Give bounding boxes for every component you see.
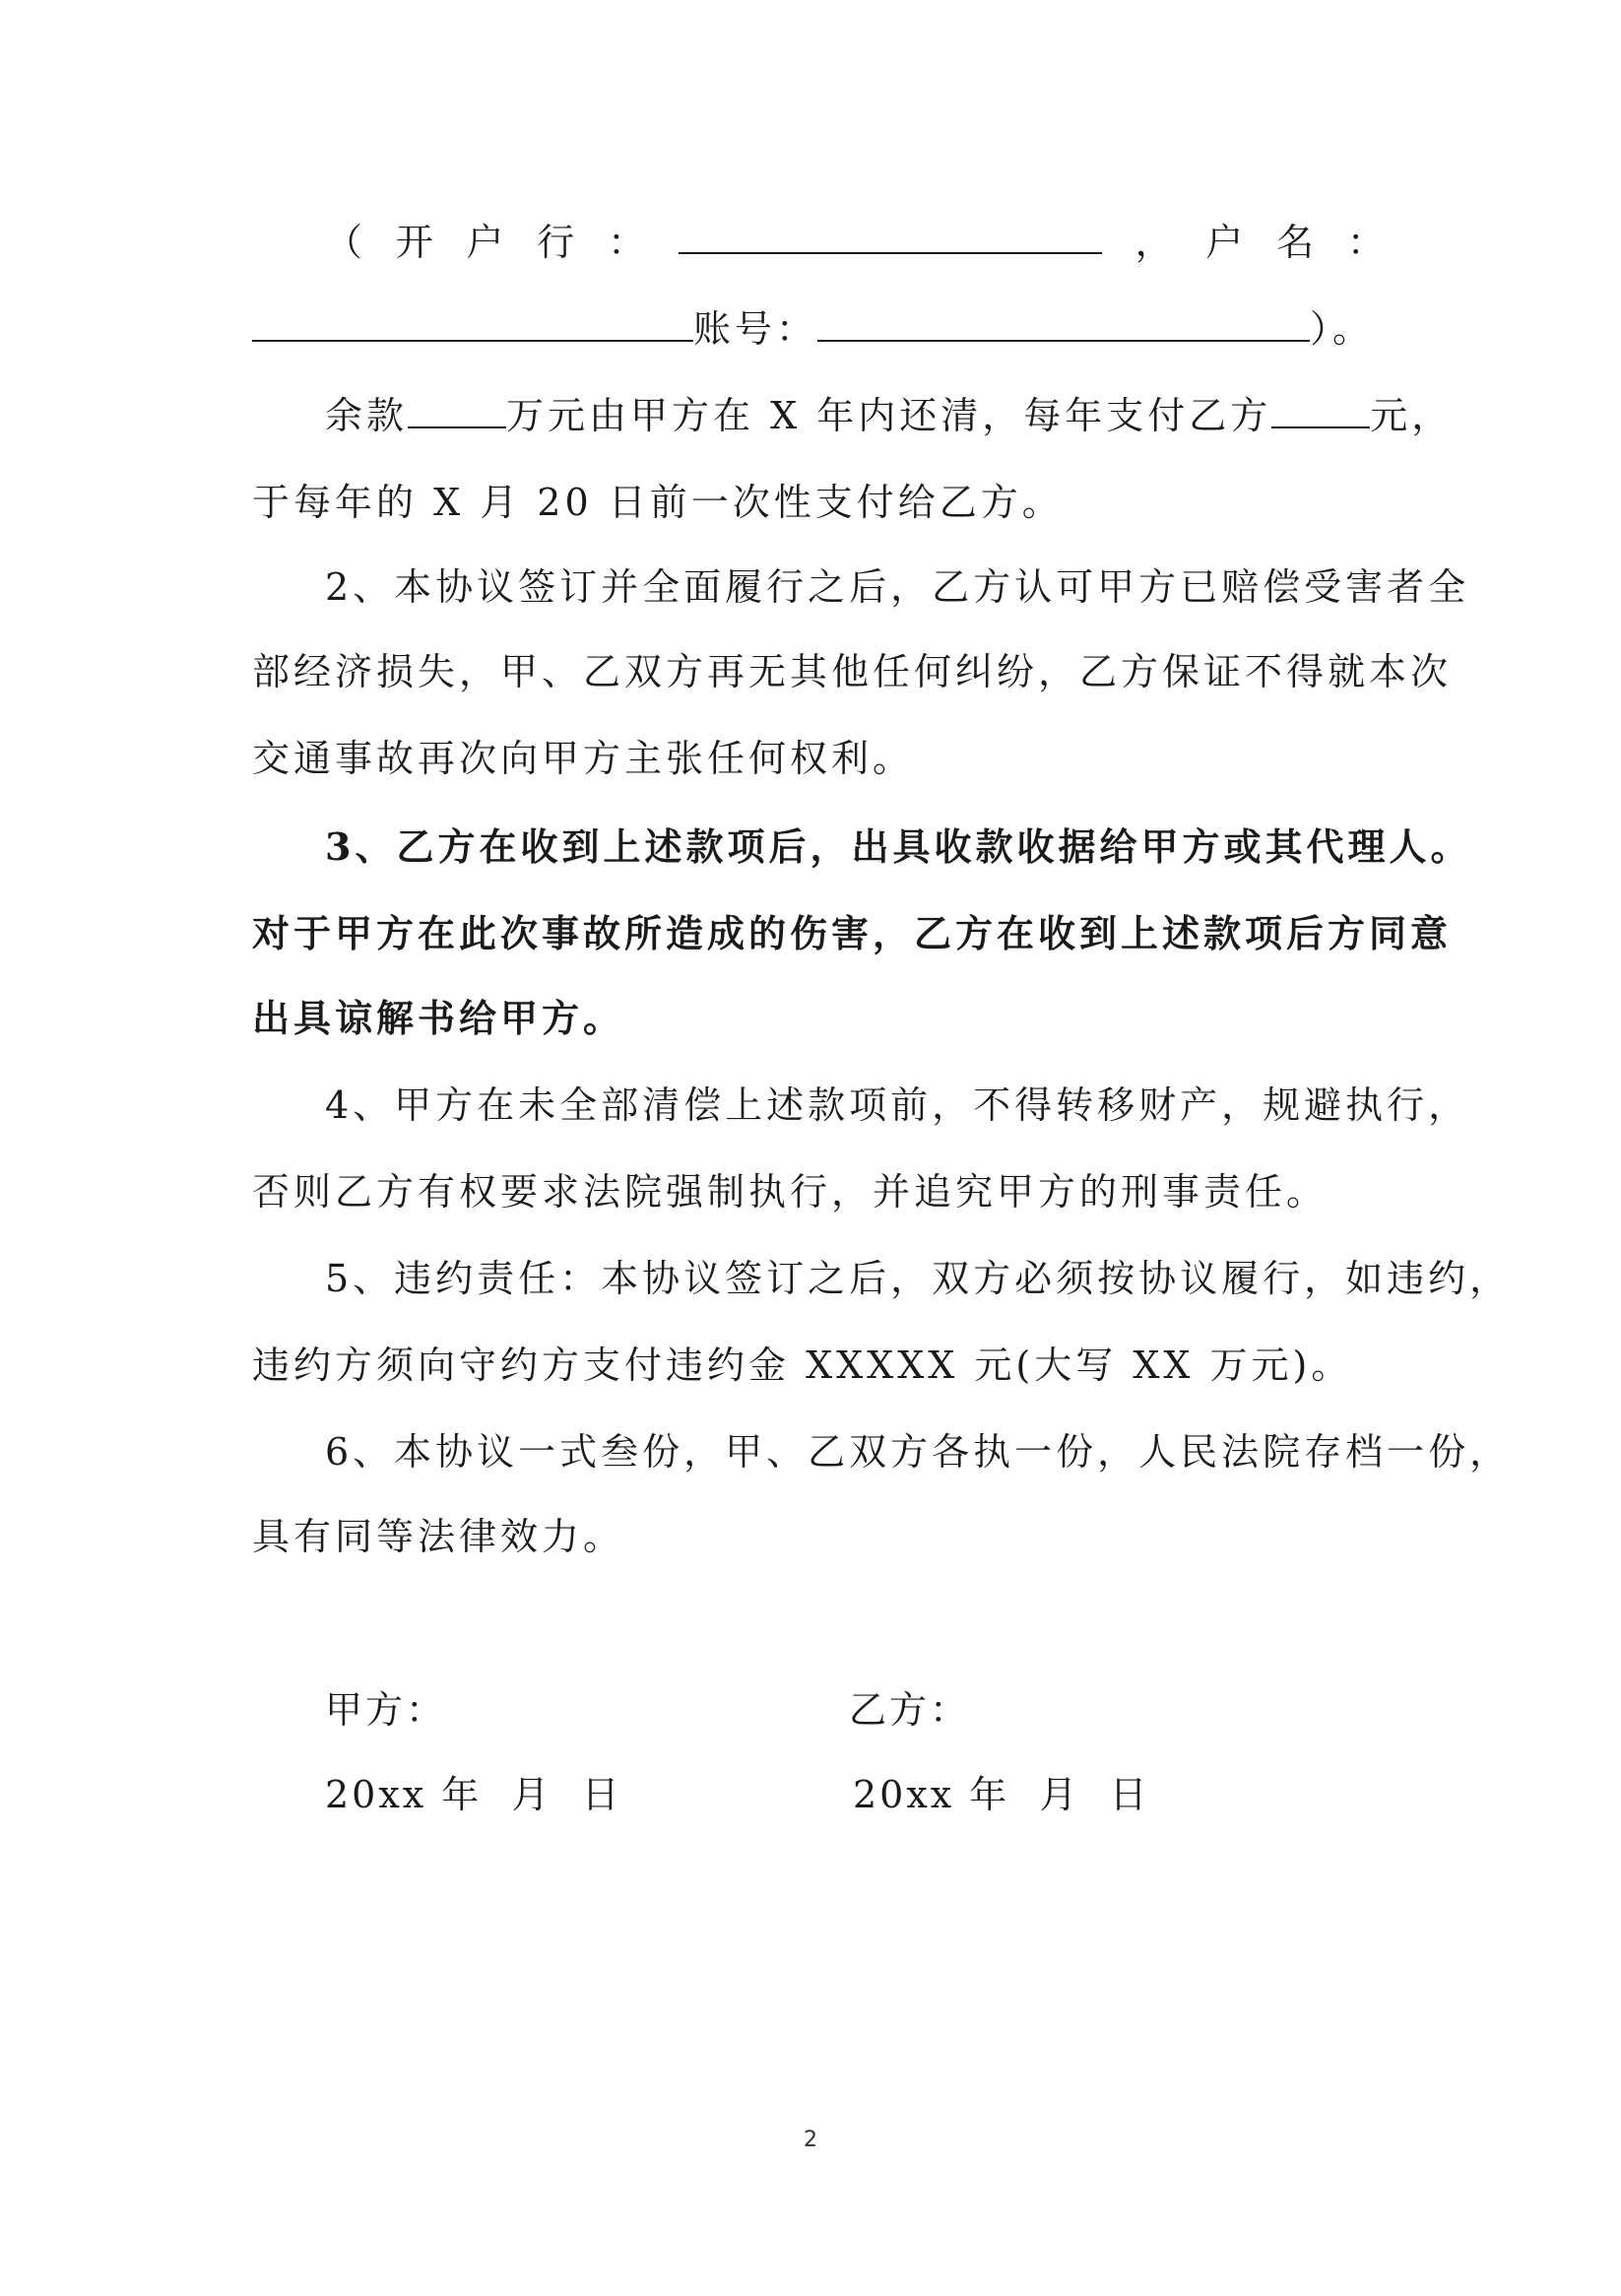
clause-2-line-3: 交通事故再次向甲方主张任何权利。 — [252, 737, 915, 780]
balance-line-1 — [325, 392, 1454, 439]
balance-amount-blank — [408, 393, 506, 428]
account-label: 账号： — [693, 307, 818, 351]
clause-5-line-1: 5、违约责任：本协议签订之后，双方必须按协议履行，如违约， — [325, 1257, 1512, 1300]
party-a-label: 甲方： — [325, 1688, 447, 1732]
party-b-date: 20xx 年 月 日 — [853, 1773, 1150, 1816]
clause-3-line-3: 出具谅解书给甲方。 — [252, 996, 625, 1040]
clause-2-line-1: 2、本协议签订并全面履行之后，乙方认可甲方已赔偿受害者全 — [325, 565, 1470, 609]
balance-line-2: 于每年的 X 月 20 日前一次性支付给乙方。 — [252, 481, 1064, 524]
bank-name-blank — [679, 219, 1102, 254]
clause-3-line-2: 对于甲方在此次事故所造成的伤害，乙方在收到上述款项后方同意 — [252, 911, 1453, 955]
account-close: ）。 — [1310, 307, 1375, 351]
bank-info-line — [325, 219, 1385, 266]
bank-label-char: 开 — [395, 221, 433, 264]
party-b-label: 乙方： — [849, 1688, 971, 1732]
clause-4-line-2: 否则乙方有权要求法院强制执行，并追究甲方的刑事责任。 — [252, 1170, 1329, 1214]
account-holder-blank — [252, 306, 693, 342]
balance-text: 万元由甲方在 X 年内还清，每年支付乙方 — [506, 394, 1272, 437]
comma: ， — [1135, 221, 1173, 264]
bank-label-char: 行 — [537, 221, 575, 264]
clause-6-line-1: 6、本协议一式叁份，甲、乙双方各执一份，人民法院存档一份， — [325, 1430, 1512, 1474]
account-line — [252, 305, 1385, 353]
balance-text: 元， — [1370, 394, 1454, 437]
account-name-char: 户 — [1205, 221, 1244, 264]
account-name-char: 名 — [1276, 221, 1315, 264]
clause-2-line-2: 部经济损失，甲、乙双方再无其他任何纠纷，乙方保证不得就本次 — [252, 650, 1453, 693]
open-paren: （ — [325, 221, 363, 264]
clause-3-line-1: 3、乙方在收到上述款项后，出具收款收据给甲方或其代理人。 — [325, 824, 1472, 869]
page-number: 2 — [804, 2128, 817, 2152]
clause-5-line-2: 违约方须向守约方支付违约金 XXXXX 元(大写 XX 万元)。 — [252, 1344, 1353, 1387]
account-number-blank — [817, 306, 1310, 342]
bank-label-char: ： — [608, 221, 646, 264]
clause-4-line-1: 4、甲方在未全部清偿上述款项前，不得转移财产，规避执行， — [325, 1083, 1470, 1127]
clause-6-line-2: 具有同等法律效力。 — [252, 1515, 625, 1558]
party-a-date: 20xx 年 月 日 — [325, 1773, 622, 1816]
account-name-char: ： — [1346, 221, 1385, 264]
annual-payment-blank — [1271, 393, 1370, 428]
bank-label-char: 户 — [466, 221, 504, 264]
balance-text: 余款 — [325, 394, 409, 437]
